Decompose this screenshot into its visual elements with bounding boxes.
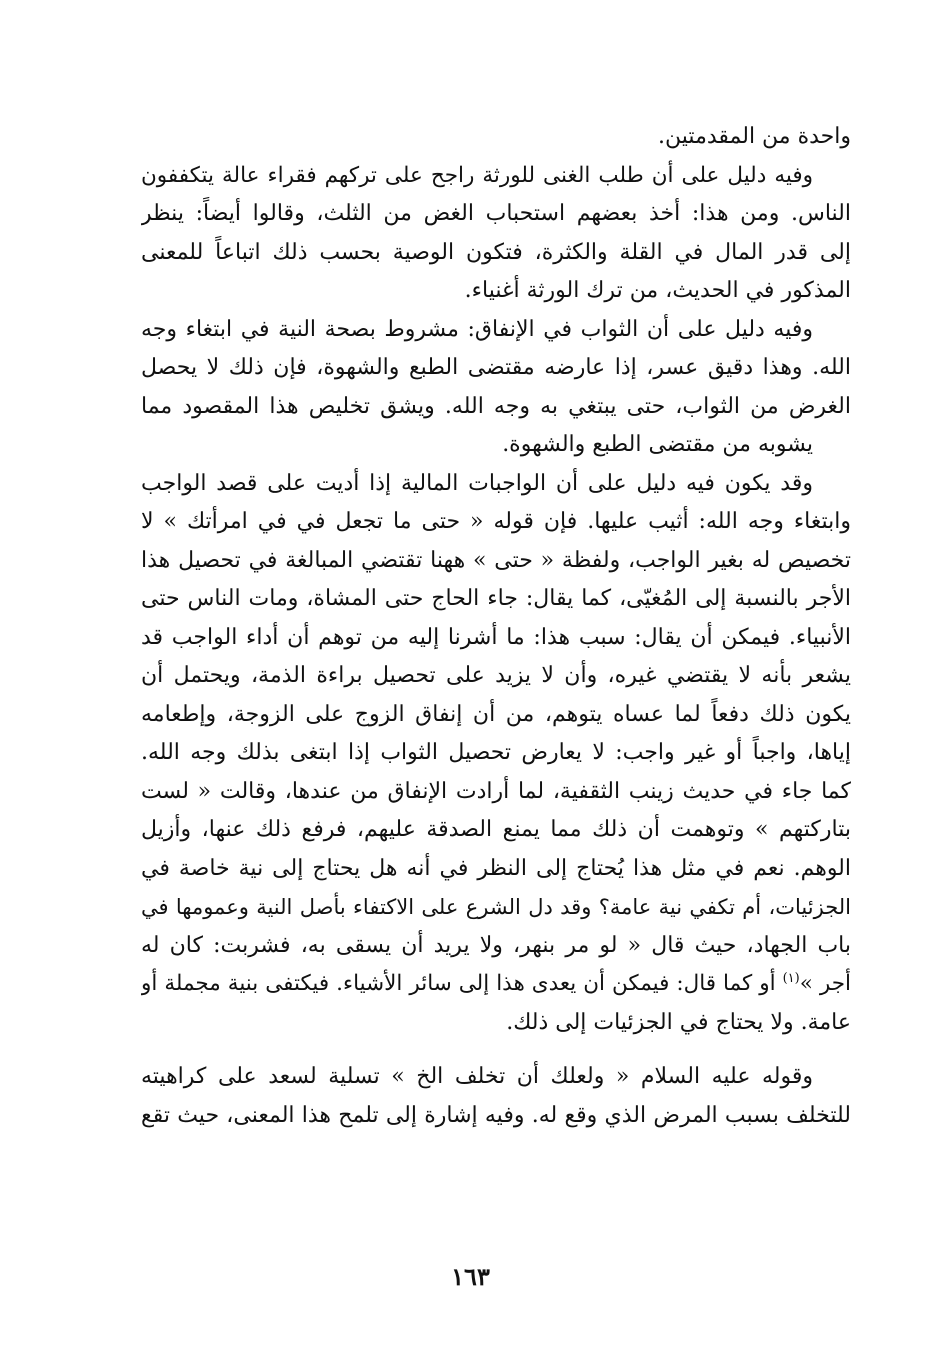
text-line: واحدة من المقدمتين.	[658, 124, 851, 149]
text-line: وفيه دليل على أن الثواب في الإنفاق: مشروط بصحة النية في ابتغاء وجه	[141, 316, 813, 342]
text-line: الجزئيات، أم تكفي نية عامة؟ وقد دل الشرع على الاكتفاء بأصل النية وعمومها في	[141, 895, 851, 919]
text-line: يشعر بأنه لا يقتضي غيره، وأن لا يزيد على تحصيل براءة الذمة، ويحتمل أن	[141, 663, 851, 688]
text-line: يشوبه من مقتضى الطبع والشهوة.	[502, 432, 813, 457]
text-line: وقوله عليه السلام « ولعلك أن تخلف الخ » تسلية لسعد على كراهيته	[141, 1064, 813, 1089]
text-line: الله. وهذا دقيق عسر، إذا عارضه مقتضى الطبع والشهوة، فإن ذلك لا يحصل	[141, 355, 851, 380]
text-line: كما جاء في حديث زينب الثقفية، لما أرادت الإنفاق من عندها، وقالت « لست	[141, 778, 851, 804]
text-line: الغرض من الثواب، حتى يبتغي به وجه الله. ويشق تخليص هذا المقصود مما	[141, 393, 851, 419]
text-line: يكون ذلك دفعاً لما عساه يتوهم، من أن إنفاق الزوج على الزوجة، وإطعامه	[141, 701, 851, 727]
text-line: إياها، واجباً أو غير واجب: لا يعارض تحصيل الثواب إذا ابتغى بذلك وجه الله.	[141, 740, 851, 765]
text-line	[141, 965, 851, 1004]
text-line: وابتغاء وجه الله: أثيب عليها. فإن قوله « حتى ما تجعل في في امرأتك » لا	[141, 509, 851, 534]
text-line: بتاركتهم » وتوهمت أن ذلك مما يمنع الصدقة عليهم، فرفع ذلك عنها، وأزيل	[141, 817, 851, 842]
paragraph-gap	[141, 1042, 851, 1058]
text-line: إلى قدر المال في القلة والكثرة، فتكون الوصية بحسب ذلك اتباعاً للمعنى	[141, 239, 851, 265]
text-fragment: أو كما قال: فيمكن أن يعدى هذا إلى سائر الأشياء. فيكتفى بنية مجملة أو	[141, 971, 783, 996]
body-text	[141, 118, 851, 1135]
text-line: وقد يكون فيه دليل على أن الواجبات المالية إذا أديت على قصد الواجب	[141, 470, 813, 496]
text-line: الناس. ومن هذا: أخذ بعضهم استحباب الغض من الثلث، وقالوا أيضاً: ينظر	[141, 201, 851, 226]
text-line: الوهم. نعم في مثل هذا يُحتاج إلى النظر في أنه هل يحتاج إلى نية خاصة في	[141, 855, 851, 881]
text-line: عامة. ولا يحتاج في الجزئيات إلى ذلك.	[506, 1009, 851, 1035]
text-line: الأجر بالنسبة إلى المُغيّى، كما يقال: جاء الحاج حتى المشاة، ومات الناس حتى	[141, 586, 851, 611]
text-line: تخصيص له بغير الواجب، ولفظة « حتى » ههنا تقتضي المبالغة في تحصيل هذا	[141, 547, 851, 573]
text-line: للتخلف بسبب المرض الذي وقع له. وفيه إشارة إلى تلمح هذا المعنى، حيث تقع	[141, 1102, 851, 1128]
text-line: الأنبياء. فيمكن أن يقال: سبب هذا: ما أشرنا إليه من توهم أن أداء الواجب قد	[141, 624, 851, 650]
text-line: وفيه دليل على أن طلب الغنى للورثة راجح على تركهم فقراء عالة يتكففون	[141, 162, 813, 188]
text-line: باب الجهاد، حيث قال « لو مر بنهر، ولا يريد أن يسقى به، فشربت: كان له	[141, 932, 851, 958]
page-number: ١٦٣	[451, 1262, 490, 1291]
text-fragment: أجر »	[799, 971, 851, 996]
text-line: المذكور في الحديث، من ترك الورثة أغنياء.	[464, 278, 851, 303]
footnote-marker: (١)	[782, 970, 800, 986]
